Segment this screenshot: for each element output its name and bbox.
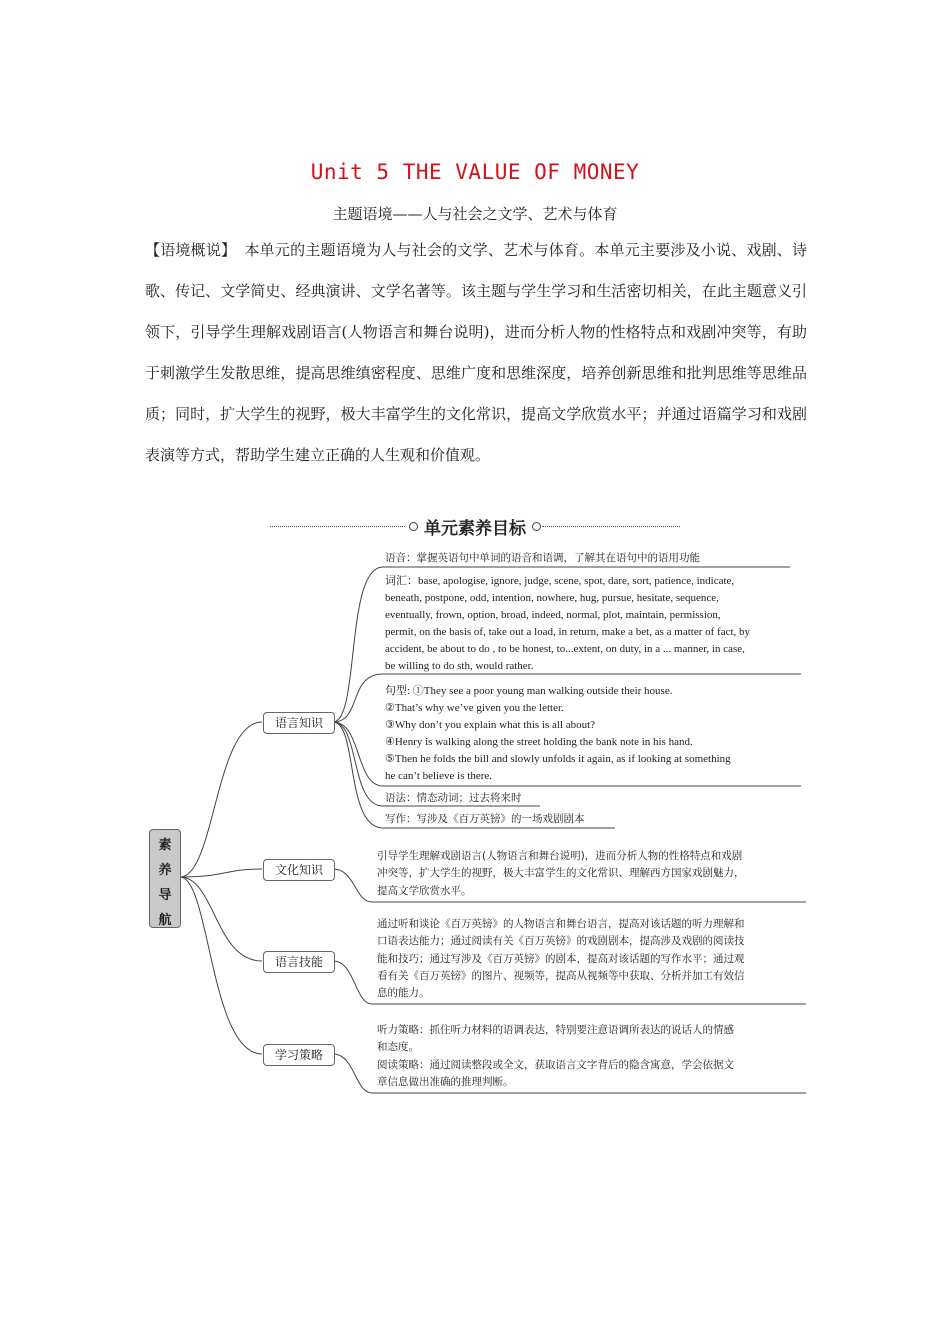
intro-text: 本单元的主题语境为人与社会的文学、艺术与体育。本单元主要涉及小说、戏剧、诗歌、传记、文学简史、经典演讲、文学名著等。该主题与学生学习和生活密切相关，在此主题意义引领下，引导学生理解戏剧语言(人物语言和舞台说明)，进而分析人物的性格特点和戏剧冲突等，有助于刺激学生发散思维，提高思维缜密程度、思维广度和思维深度，培养创新思维和批判思维等思维品质；同时，扩大学生的视野，极大丰富学生的文化常识，提高文学欣赏水平；并通过语篇学习和戏剧表演等方式，帮助学生建立正确的人生观和价值观。 (145, 241, 807, 464)
connector-grammar (333, 722, 383, 806)
connector-writing (333, 722, 383, 828)
skills-line: 息的能力。 (377, 987, 430, 1000)
connector-culture-text (333, 869, 372, 902)
connector-pronunciation (333, 567, 383, 722)
node-learning-strategies: 学习策略 (263, 1044, 335, 1066)
unit-title: Unit 5 THE VALUE OF MONEY (310, 160, 640, 184)
strategy-line: 听力策略：抓住听力材料的语调表达，特别要注意语调所表达的说话人的情感 (377, 1024, 734, 1036)
vocabulary-line: permit, on the basis of, take out a load, in return, make a bet, as a matter of fact, by (385, 626, 751, 638)
connector-root-learning-strategies (180, 877, 262, 1054)
intro-label: 【语境概说】 (145, 241, 237, 259)
node-culture-knowledge: 文化知识 (263, 859, 335, 881)
culture-line: 引导学生理解戏剧语言(人物语言和舞台说明)，进而分析人物的性格特点和戏剧 (377, 850, 743, 862)
skills-line: 口语表达能力；通过阅读有关《百万英镑》的戏剧剧本，提高涉及戏剧的阅读技 (377, 935, 745, 948)
section-heading-text: 单元素养目标 (424, 519, 526, 539)
learning-strategies-text (377, 1022, 734, 1091)
mindmap-root (149, 829, 181, 928)
sentence-patterns-block (385, 683, 731, 785)
culture-knowledge-text (377, 848, 745, 900)
connector-sentences (333, 722, 383, 786)
sentence-line: 句型: ①They see a poor young man walking outside their house. (385, 685, 673, 697)
strategy-line: 阅读策略：通过阅读整段或全文，获取语言文字背后的隐含寓意，学会依据文 (377, 1058, 734, 1071)
sentence-line: ⑤Then he folds the bill and slowly unfolds it again, as if looking at something (385, 753, 731, 765)
vocabulary-line: 词汇：base, apologise, ignore, judge, scene, spot, dare, sort, patience, indicate, (385, 575, 735, 587)
node-language-knowledge: 语言知识 (263, 712, 335, 734)
pronunciation-text: 语音：掌握英语句中单词的语音和语调，了解其在语句中的语用功能 (385, 552, 700, 564)
theme-subtitle: 主题语境——人与社会之文学、艺术与体育 (332, 205, 618, 223)
writing-text: 写作：写涉及《百万英镑》的一场戏剧剧本 (385, 813, 585, 825)
vocabulary-line: accident, be about to do , to be honest, to...extent, on duty, in a ... manner, in case, (385, 643, 745, 655)
skills-line: 能和技巧；通过写涉及《百万英镑》的剧本，提高对该话题的写作水平；通过观 (377, 952, 745, 965)
root-char: 导 (158, 888, 172, 903)
root-char: 养 (158, 863, 172, 878)
vocabulary-block (385, 573, 750, 675)
skills-line: 看有关《百万英镑》的图片、视频等，提高从视频等中获取、分析并加工有效信 (377, 969, 745, 982)
vocabulary-line: eventually, frown, option, broad, indeed, normal, plot, maintain, permission, (385, 609, 721, 621)
skills-line: 通过听和谈论《百万英镑》的人物语言和舞台语言，提高对该话题的听力理解和 (377, 918, 745, 930)
sentence-line: he can’t believe is there. (385, 770, 492, 782)
culture-line: 提高文学欣赏水平。 (377, 884, 472, 897)
node-language-skills: 语言技能 (263, 951, 335, 973)
connector-vocabulary (333, 674, 383, 722)
root-char: 航 (158, 913, 172, 928)
strategy-line: 和态度。 (377, 1041, 419, 1054)
sentence-line: ③Why don’t you explain what this is all about? (385, 719, 596, 731)
sentence-line: ④Henry is walking along the street holding the bank note in his hand. (385, 736, 693, 748)
vocabulary-line: beneath, postpone, odd, intention, nowhere, hug, pursue, hesitate, sequence, (385, 592, 719, 604)
language-skills-text (377, 916, 745, 1002)
connector-strategies-text (333, 1054, 372, 1093)
connector-root-language-knowledge (180, 722, 262, 877)
connector-skills-text (333, 961, 372, 1004)
strategy-line: 章信息做出准确的推理判断。 (377, 1075, 514, 1088)
grammar-text: 语法：情态动词；过去将来时 (385, 792, 522, 804)
sentence-line: ②That’s why we’ve given you the letter. (385, 702, 564, 714)
vocabulary-line: be willing to do sth, would rather. (385, 660, 534, 672)
root-char: 素 (158, 838, 172, 853)
culture-line: 冲突等，扩大学生的视野，极大丰富学生的文化常识、理解西方国家戏剧魅力， (377, 867, 745, 880)
